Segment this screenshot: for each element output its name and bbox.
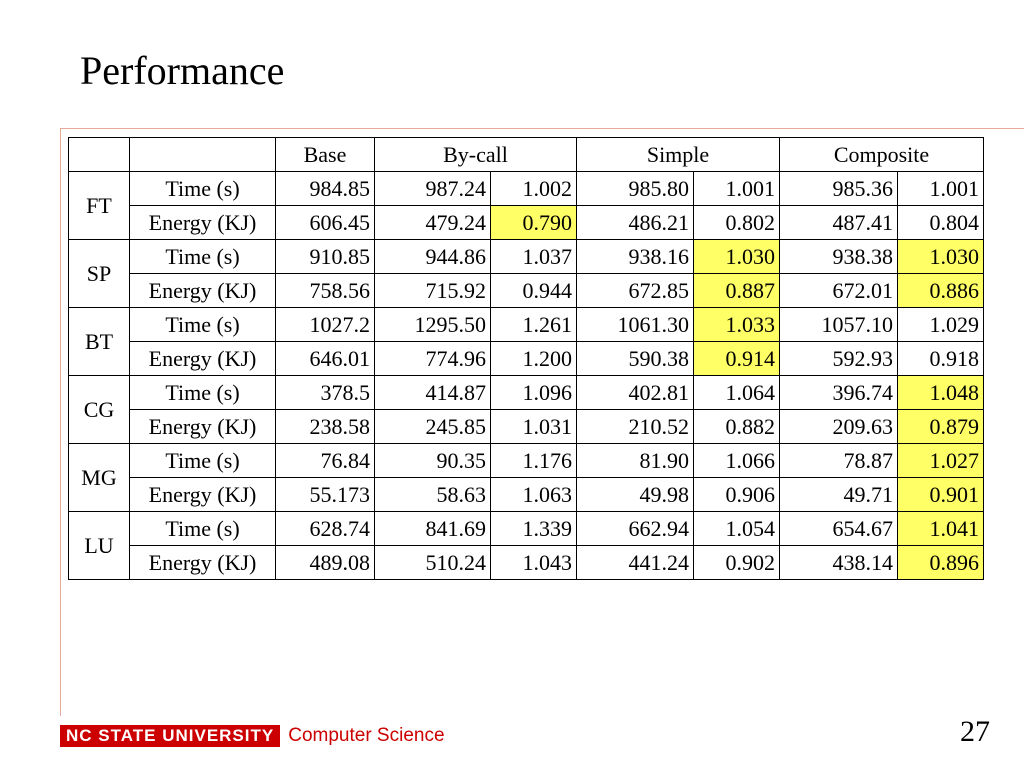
base-value: 758.56 [276,274,375,308]
table-row [69,240,984,274]
bycall-ratio: 1.043 [491,546,577,580]
base-value: 646.01 [276,342,375,376]
page-number: 27 [960,715,990,748]
metric-label: Energy (KJ) [130,206,276,240]
bycall-ratio: 1.176 [491,444,577,478]
composite-ratio-highlighted: 1.027 [898,444,984,478]
base-value: 76.84 [276,444,375,478]
composite-value: 592.93 [780,342,898,376]
slide-title: Performance [80,48,285,93]
composite-ratio-highlighted: 1.030 [898,240,984,274]
metric-label: Time (s) [130,308,276,342]
bycall-value: 479.24 [375,206,491,240]
base-value: 55.173 [276,478,375,512]
bycall-value: 841.69 [375,512,491,546]
bycall-value: 987.24 [375,172,491,206]
simple-value: 672.85 [577,274,694,308]
bycall-ratio: 0.944 [491,274,577,308]
nc-state-logo: NC STATE UNIVERSITY [60,725,280,747]
simple-ratio: 0.882 [694,410,780,444]
bycall-ratio: 1.261 [491,308,577,342]
composite-value: 672.01 [780,274,898,308]
composite-ratio-highlighted: 0.879 [898,410,984,444]
simple-value: 49.98 [577,478,694,512]
title-rule [60,128,1024,129]
table-row [69,410,984,444]
metric-label: Time (s) [130,444,276,478]
table-row [69,478,984,512]
composite-ratio-highlighted: 0.901 [898,478,984,512]
simple-value: 662.94 [577,512,694,546]
simple-ratio: 1.054 [694,512,780,546]
simple-value: 210.52 [577,410,694,444]
composite-ratio-highlighted: 1.041 [898,512,984,546]
bycall-value: 774.96 [375,342,491,376]
header-composite: Composite [780,138,984,172]
simple-ratio: 1.066 [694,444,780,478]
composite-value: 985.36 [780,172,898,206]
header-base: Base [276,138,375,172]
simple-ratio: 1.001 [694,172,780,206]
simple-ratio: 0.802 [694,206,780,240]
metric-label: Time (s) [130,512,276,546]
composite-value: 78.87 [780,444,898,478]
simple-ratio: 0.906 [694,478,780,512]
metric-label: Time (s) [130,172,276,206]
header-simple: Simple [577,138,780,172]
header-corner [69,138,130,172]
bycall-value: 245.85 [375,410,491,444]
simple-value: 1061.30 [577,308,694,342]
simple-value: 590.38 [577,342,694,376]
department-label: Computer Science [288,725,445,746]
composite-value: 209.63 [780,410,898,444]
bycall-value: 510.24 [375,546,491,580]
bycall-ratio: 1.200 [491,342,577,376]
composite-value: 438.14 [780,546,898,580]
composite-value: 1057.10 [780,308,898,342]
base-value: 1027.2 [276,308,375,342]
bycall-ratio: 1.037 [491,240,577,274]
composite-ratio-highlighted: 0.886 [898,274,984,308]
base-value: 910.85 [276,240,375,274]
bycall-ratio: 1.002 [491,172,577,206]
metric-label: Energy (KJ) [130,342,276,376]
bycall-value: 414.87 [375,376,491,410]
simple-ratio-highlighted: 0.887 [694,274,780,308]
base-value: 984.85 [276,172,375,206]
bycall-value: 90.35 [375,444,491,478]
base-value: 606.45 [276,206,375,240]
metric-label: Energy (KJ) [130,478,276,512]
simple-ratio-highlighted: 0.914 [694,342,780,376]
header-by-call: By-call [375,138,577,172]
composite-value: 938.38 [780,240,898,274]
benchmark-label: MG [69,444,130,512]
benchmark-label: BT [69,308,130,376]
simple-value: 402.81 [577,376,694,410]
composite-ratio: 1.001 [898,172,984,206]
simple-value: 985.80 [577,172,694,206]
benchmark-label: SP [69,240,130,308]
composite-ratio-highlighted: 0.896 [898,546,984,580]
bycall-value: 58.63 [375,478,491,512]
simple-value: 486.21 [577,206,694,240]
bycall-ratio: 1.063 [491,478,577,512]
table-row [69,308,984,342]
header-metric [130,138,276,172]
base-value: 378.5 [276,376,375,410]
metric-label: Energy (KJ) [130,410,276,444]
table-row [69,206,984,240]
bycall-value: 944.86 [375,240,491,274]
simple-value: 938.16 [577,240,694,274]
header-row [69,138,984,172]
benchmark-label: LU [69,512,130,580]
composite-ratio-highlighted: 1.048 [898,376,984,410]
table-row [69,274,984,308]
performance-table [68,137,984,580]
table-row [69,444,984,478]
metric-label: Energy (KJ) [130,274,276,308]
base-value: 238.58 [276,410,375,444]
left-rule [60,128,61,716]
table-row [69,376,984,410]
simple-value: 81.90 [577,444,694,478]
table-row [69,546,984,580]
bycall-ratio: 1.031 [491,410,577,444]
base-value: 489.08 [276,546,375,580]
bycall-ratio: 1.339 [491,512,577,546]
composite-value: 654.67 [780,512,898,546]
benchmark-label: FT [69,172,130,240]
base-value: 628.74 [276,512,375,546]
slide-footer [60,724,445,748]
metric-label: Energy (KJ) [130,546,276,580]
table-row [69,342,984,376]
simple-ratio: 1.064 [694,376,780,410]
metric-label: Time (s) [130,376,276,410]
bycall-value: 1295.50 [375,308,491,342]
composite-ratio: 0.804 [898,206,984,240]
composite-ratio: 1.029 [898,308,984,342]
composite-value: 487.41 [780,206,898,240]
table-row [69,172,984,206]
simple-value: 441.24 [577,546,694,580]
composite-value: 396.74 [780,376,898,410]
bycall-ratio: 1.096 [491,376,577,410]
metric-label: Time (s) [130,240,276,274]
table-row [69,512,984,546]
simple-ratio-highlighted: 1.033 [694,308,780,342]
simple-ratio: 0.902 [694,546,780,580]
benchmark-label: CG [69,376,130,444]
composite-value: 49.71 [780,478,898,512]
bycall-ratio-highlighted: 0.790 [491,206,577,240]
simple-ratio-highlighted: 1.030 [694,240,780,274]
bycall-value: 715.92 [375,274,491,308]
composite-ratio: 0.918 [898,342,984,376]
